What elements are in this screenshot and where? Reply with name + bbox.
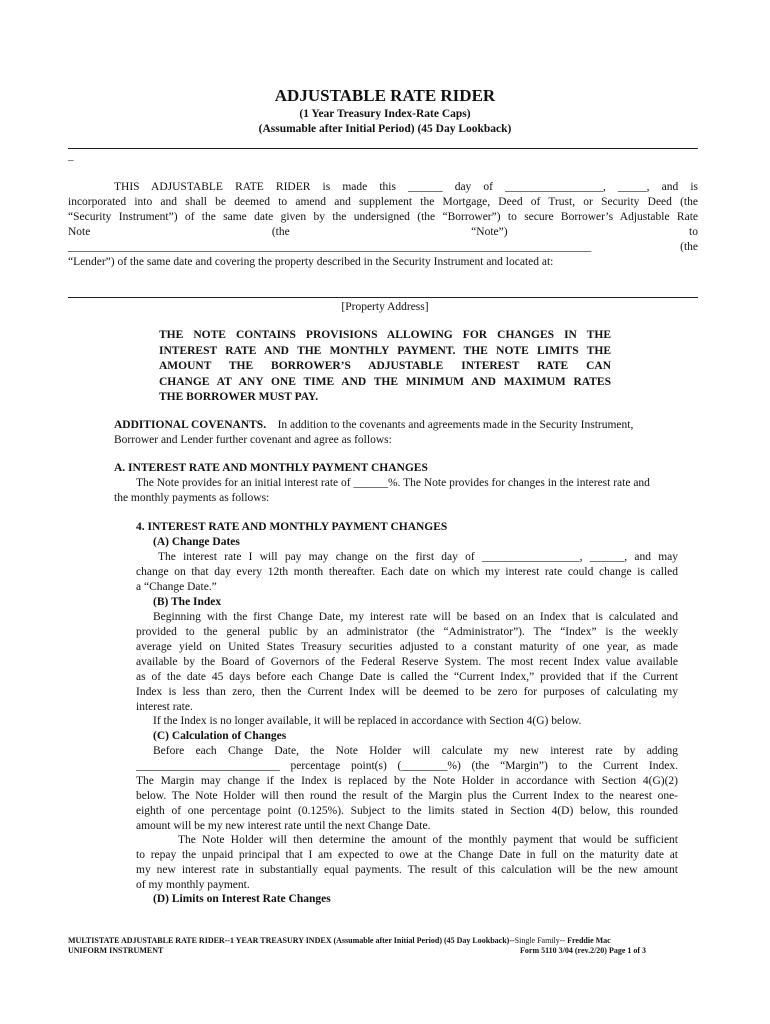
notice-line-4: CHANGE AT ANY ONE TIME AND THE MINIMUM AND MAXIMUM RATES (159, 375, 611, 388)
change-dates-line-2: change on that day every 12th month thereafter. Each date on which my interest rate could change is called (136, 566, 678, 578)
section-a-heading: A. INTEREST RATE AND MONTHLY PAYMENT CHANGES (114, 462, 428, 474)
footer-form-title: MULTISTATE ADJUSTABLE RATE RIDER--1 YEAR TREASURY INDEX (Assumable after Initial Period) (45 Day Lookback)-- (68, 936, 515, 945)
index-line-2: provided to the general public by an administrator (the “Administrator”). The “Index” is the weekly (136, 626, 678, 638)
intro-line-3: “Security Instrument”) of the same date given by the undersigned (the “Borrower”) to secure Borrower’s Adjustable Rate (68, 211, 698, 223)
calculation-line-3: The Margin may change if the Index is replaced by the Note Holder in accordance with Section 4(G)(2) (136, 775, 678, 787)
document-subtitle-assumable: (Assumable after Initial Period) (45 Day Lookback) (258, 123, 512, 135)
header-rule (68, 148, 698, 149)
document-subtitle-index: (1 Year Treasury Index-Rate Caps) (299, 108, 471, 120)
document-title: ADJUSTABLE RATE RIDER (274, 86, 496, 105)
additional-covenants-heading: ADDITIONAL COVENANTS. (114, 419, 267, 431)
intro-line-6: “Lender”) of the same date and covering the property described in the Security Instrument and located at: (68, 256, 554, 268)
payment-line-1: The Note Holder will then determine the amount of the monthly payment that would be sufficient (178, 834, 678, 846)
change-dates-line-1: The interest rate I will pay may change on the first day of _________________, ______, and may (158, 551, 678, 563)
index-line-7: interest rate. (136, 701, 193, 713)
notice-line-1: THE NOTE CONTAINS PROVISIONS ALLOWING FOR CHANGES IN THE (159, 329, 611, 341)
notice-line-2: INTEREST RATE AND THE MONTHLY PAYMENT. THE NOTE LIMITS THE (159, 344, 611, 357)
additional-covenants-line-1 (114, 418, 633, 433)
index-line-3: average yield on United States Treasury securities adjusted to a constant maturity of one year, as made (136, 641, 678, 653)
footer-freddie-mac: Freddie Mac (565, 936, 611, 945)
notice-line-3: AMOUNT THE BORROWER’S ADJUSTABLE INTEREST RATE CAN (159, 360, 611, 372)
footer-uniform-instrument: UNIFORM INSTRUMENT (68, 946, 164, 955)
calculation-line-6: amount will be my new interest rate until the next Change Date. (136, 820, 431, 832)
header-dash: _ (68, 150, 74, 162)
notice-line-5: THE BORROWER MUST PAY. (159, 391, 319, 403)
payment-line-3: my new interest rate in substantially equal payments. The result of this calculation will be the new amount (136, 864, 678, 876)
property-address-rule (68, 297, 698, 298)
section-4-heading: 4. INTEREST RATE AND MONTHLY PAYMENT CHANGES (136, 521, 448, 533)
section-a-line-1: The Note provides for an initial interest rate of ______%. The Note provides for changes in the interest rate and (136, 477, 650, 489)
calculation-line-4: below. The Note Holder will then round the result of the Margin plus the Current Index to the nearest one- (136, 790, 678, 802)
index-line-6: Index is less than zero, then the Current Index will be deemed to be zero for purposes of calculating my (136, 686, 678, 698)
intro-line-1: THIS ADJUSTABLE RATE RIDER is made this ______ day of _________________, _____, and is (114, 181, 698, 193)
index-line-4: available by the Board of Governors of the Federal Reserve System. The most recent Index value available (136, 656, 678, 668)
additional-covenants-text: In addition to the covenants and agreements made in the Security Instrument, (277, 419, 634, 431)
calculation-heading: (C) Calculation of Changes (153, 730, 287, 742)
limits-heading: (D) Limits on Interest Rate Changes (153, 893, 331, 905)
footer-form-number: Form 5110 3/04 (rev.2/20) Page 1 of 3 (520, 946, 647, 955)
change-dates-line-3: a “Change Date.” (136, 581, 217, 593)
calculation-line-5: eighth of one percentage point (0.125%). Subject to the limits stated in Section 4(D) below, this rounded (136, 805, 678, 817)
additional-covenants-line-2: Borrower and Lender further covenant and agree as follows: (114, 434, 392, 446)
index-replacement-line: If the Index is no longer available, it will be replaced in accordance with Section 4(G) below. (153, 715, 582, 727)
calculation-line-2: _________________________ percentage point(s) (________%) (the “Margin”) to the Current Index. (136, 760, 678, 772)
intro-line-5: ___________________________________________________________________________________________ (the (68, 241, 698, 253)
index-line-1: Beginning with the first Change Date, my interest rate will be based on an Index that is calculated and (153, 611, 678, 623)
index-line-5: as of the date 45 days before each Change Date is called the “Current Index,” provided that if the Current (136, 671, 678, 683)
intro-line-2: incorporated into and shall be deemed to amend and supplement the Mortgage, Deed of Trust, or Security Deed (the (68, 196, 698, 208)
footer-line-1 (68, 936, 611, 945)
calculation-line-1: Before each Change Date, the Note Holder will calculate my new interest rate by adding (153, 745, 678, 757)
section-a-line-2: the monthly payments as follows: (114, 492, 270, 504)
property-address-label: [Property Address] (341, 301, 429, 313)
payment-line-2: to repay the unpaid principal that I am expected to owe at the Change Date in full on the maturity date at (136, 849, 678, 861)
footer-family-type: Single Family-- (514, 936, 566, 945)
payment-line-4: of my monthly payment. (136, 879, 250, 891)
intro-line-4: Note (the “Note”) to (68, 226, 698, 238)
change-dates-heading: (A) Change Dates (153, 536, 240, 548)
index-heading: (B) The Index (153, 596, 222, 608)
